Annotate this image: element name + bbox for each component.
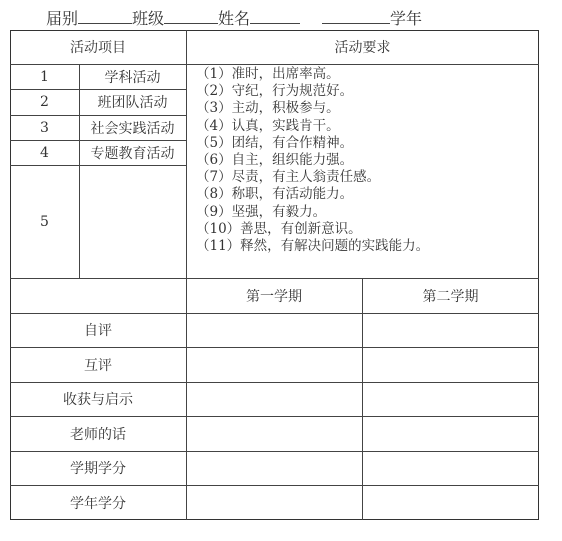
requirement-item: （11）释然，有解决问题的实践能力。 [196, 238, 430, 255]
class-blank[interactable] [164, 8, 218, 24]
semester-2-cell[interactable] [363, 452, 537, 484]
activity-name: 专题教育活动 [90, 145, 175, 162]
name-label: 姓名 [218, 9, 251, 28]
activity-number: 4 [40, 144, 49, 161]
semester-1-cell[interactable] [187, 452, 361, 484]
year-blank[interactable] [322, 8, 390, 24]
session-label: 届别 [46, 9, 79, 28]
eval-row-label: 自评 [84, 323, 112, 339]
semester-2-cell[interactable] [363, 417, 537, 450]
activity-name: 社会实践活动 [90, 120, 175, 137]
requirement-item: （5）团结，有合作精神。 [196, 134, 354, 151]
eval-row-label: 收获与启示 [63, 392, 133, 408]
activity-name: 班团队活动 [97, 95, 168, 111]
requirement-item: （4）认真，实践肯干。 [196, 117, 340, 134]
semester-2-cell[interactable] [363, 348, 537, 381]
requirement-item: （9）坚强，有毅力。 [196, 203, 327, 220]
semester-2-cell[interactable] [363, 486, 537, 519]
requirement-item: （8）称职，有活动能力。 [196, 186, 354, 203]
semester-1-header: 第一学期 [246, 288, 302, 305]
activity-number: 2 [40, 94, 49, 110]
semester-1-cell[interactable] [187, 383, 361, 415]
eval-row-label: 学年学分 [70, 495, 126, 512]
activity-requirement-header: 活动要求 [334, 40, 391, 56]
activity-number: 3 [40, 119, 49, 136]
semester-1-cell[interactable] [187, 348, 361, 381]
activity-name-blank[interactable] [79, 165, 186, 278]
eval-row-label: 学期学分 [70, 461, 126, 477]
year-label: 学年 [390, 9, 423, 28]
requirement-item: （6）自主，组织能力强。 [196, 152, 354, 169]
requirement-item: （2）守纪，行为规范好。 [196, 83, 354, 100]
class-label: 班级 [132, 9, 165, 28]
requirement-item: （10）善思，有创新意识。 [196, 220, 362, 237]
requirement-item: （3）主动，积极参与。 [196, 100, 340, 117]
semester-2-cell[interactable] [363, 383, 537, 415]
activity-name: 学科活动 [104, 69, 161, 86]
activity-item-header: 活动项目 [70, 40, 126, 56]
name-blank[interactable] [250, 8, 300, 24]
requirement-item: （1）准时，出席率高。 [196, 66, 340, 82]
semester-1-cell[interactable] [187, 417, 361, 450]
session-blank[interactable] [78, 8, 132, 24]
semester-1-cell[interactable] [187, 314, 361, 346]
eval-row-label: 互评 [84, 357, 112, 374]
semester-2-cell[interactable] [363, 314, 537, 346]
activity-number: 1 [40, 68, 49, 85]
requirement-item: （7）尽责，有主人翁责任感。 [196, 169, 381, 186]
requirements-list [196, 66, 429, 255]
semester-1-cell[interactable] [187, 486, 361, 519]
eval-row-label: 老师的话 [70, 426, 126, 443]
semester-2-header: 第二学期 [422, 288, 479, 305]
form-header [46, 6, 422, 29]
activity-number: 5 [40, 213, 49, 230]
